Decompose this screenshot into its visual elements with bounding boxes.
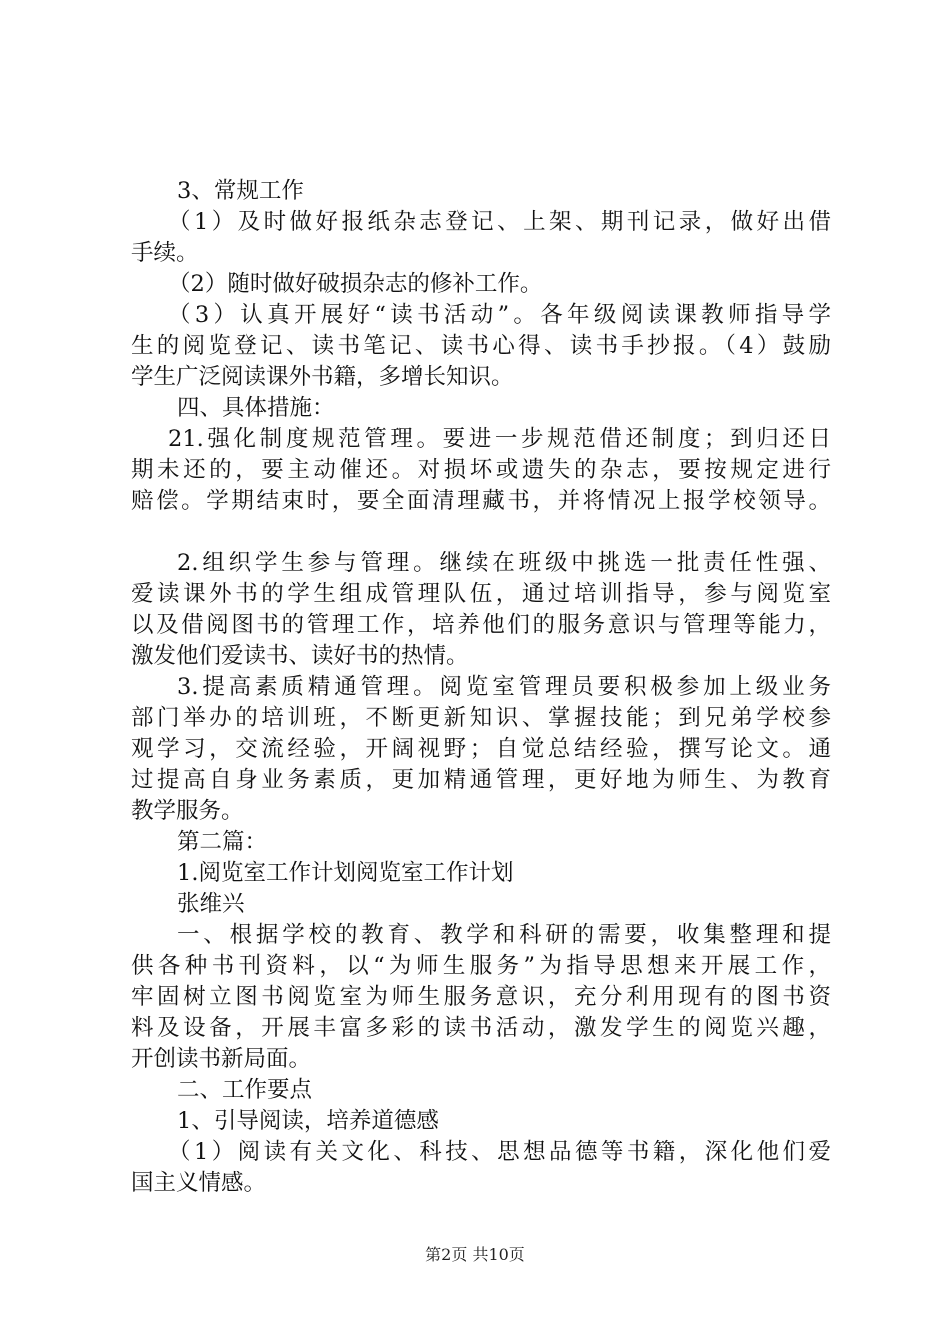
paragraph-line: 料及设备，开展丰富多彩的读书活动，激发学生的阅览兴趣， bbox=[131, 1015, 831, 1041]
section-heading: 3、常规工作 bbox=[177, 178, 304, 204]
author-name: 张维兴 bbox=[177, 891, 245, 917]
paragraph-line: 2.组织学生参与管理。继续在班级中挑选一批责任性强、 bbox=[177, 550, 831, 576]
paragraph-line: 教学服务。 bbox=[131, 798, 244, 824]
paragraph-line: 牢固树立图书阅览室为师生服务意识，充分利用现有的图书资 bbox=[131, 984, 831, 1010]
paragraph-line: 21.强化制度规范管理。要进一步规范借还制度；到归还日 bbox=[168, 426, 831, 452]
paragraph-line: 供各种书刊资料，以“为师生服务”为指导思想来开展工作， bbox=[131, 953, 831, 979]
document-title: 1.阅览室工作计划阅览室工作计划 bbox=[177, 860, 514, 886]
blank-line bbox=[131, 517, 831, 548]
section-heading: 二、工作要点 bbox=[177, 1077, 313, 1103]
section-heading: 四、具体措施： bbox=[177, 395, 335, 421]
subsection-heading: 1、引导阅读，培养道德感 bbox=[177, 1108, 439, 1134]
page-number-footer: 第2页 共10页 bbox=[425, 1245, 525, 1264]
paragraph-line: 一、根据学校的教育、教学和科研的需要，收集整理和提 bbox=[177, 922, 831, 948]
paragraph-line: （2）随时做好破损杂志的修补工作。 bbox=[168, 271, 543, 297]
paragraph-line: 部门举办的培训班，不断更新知识、掌握技能；到兄弟学校参 bbox=[131, 705, 831, 731]
paragraph-line: 激发他们爱读书、读好书的热情。 bbox=[131, 643, 469, 669]
paragraph-line: 观学习，交流经验，开阔视野；自觉总结经验，撰写论文。通 bbox=[131, 736, 831, 762]
paragraph-line: 过提高自身业务素质，更加精通管理，更好地为师生、为教育 bbox=[131, 767, 831, 793]
paragraph-line: 国主义情感。 bbox=[131, 1170, 267, 1196]
paragraph-line: （1）阅读有关文化、科技、思想品德等书籍，深化他们爱 bbox=[168, 1139, 831, 1165]
paragraph-line: 学生广泛阅读课外书籍，多增长知识。 bbox=[131, 364, 514, 390]
paragraph-line: 期未还的，要主动催还。对损坏或遗失的杂志，要按规定进行 bbox=[131, 457, 831, 483]
paragraph-line: 以及借阅图书的管理工作，培养他们的服务意识与管理等能力， bbox=[131, 612, 831, 638]
paragraph-line: 开创读书新局面。 bbox=[131, 1046, 312, 1072]
paragraph-line: （3）认真开展好“读书活动”。各年级阅读课教师指导学 bbox=[168, 302, 831, 328]
document-body bbox=[131, 176, 831, 1199]
paragraph-line: 手续。 bbox=[131, 240, 199, 266]
paragraph-line: 生的阅览登记、读书笔记、读书心得、读书手抄报。（4）鼓励 bbox=[131, 333, 831, 359]
paragraph-line: （1）及时做好报纸杂志登记、上架、期刊记录，做好出借 bbox=[168, 209, 831, 235]
paragraph-line: 3.提高素质精通管理。阅览室管理员要积极参加上级业务 bbox=[177, 674, 831, 700]
section-heading: 第二篇： bbox=[177, 829, 268, 855]
paragraph-line: 赔偿。学期结束时，要全面清理藏书，并将情况上报学校领导。 bbox=[131, 488, 831, 514]
paragraph-line: 爱读课外书的学生组成管理队伍，通过培训指导，参与阅览室 bbox=[131, 581, 831, 607]
